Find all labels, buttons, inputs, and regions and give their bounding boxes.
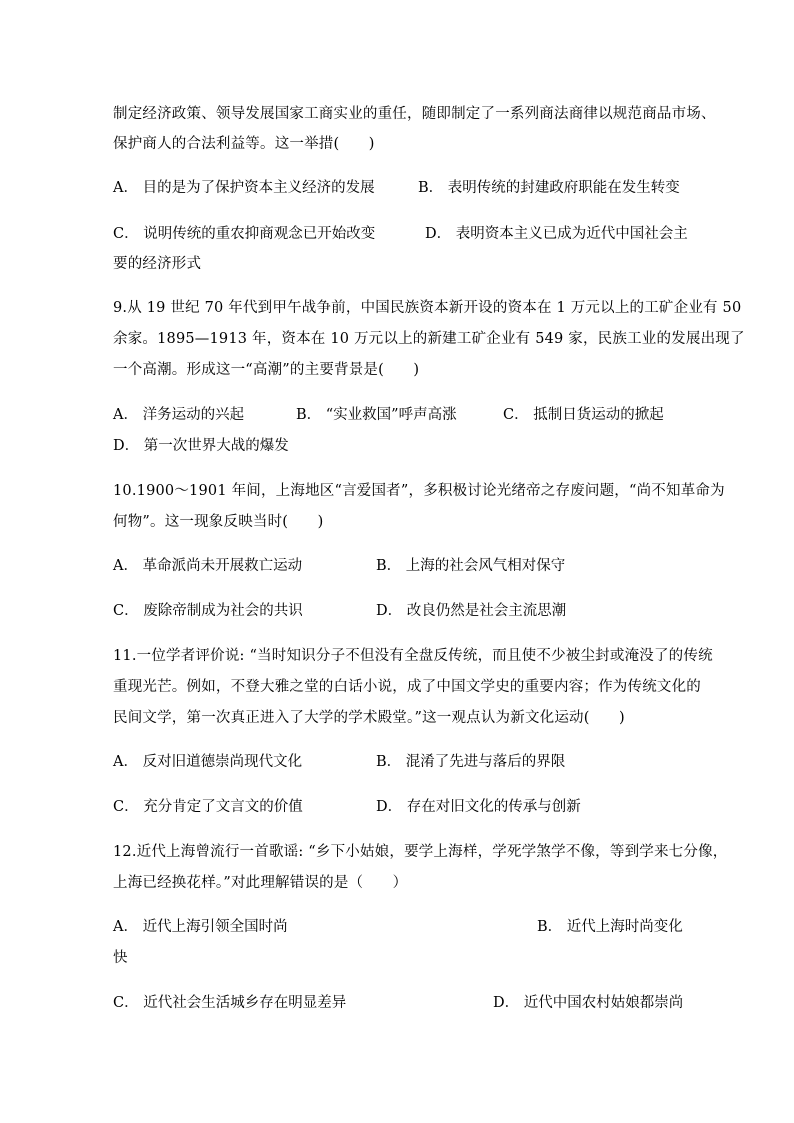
q9-stem-line-2: 余家。1895—1913 年，资本在 10 万元以上的新建工矿企业有 549 家，民族工业的发展出现了 [113, 331, 745, 347]
q10-stem-line-1: 10.1900～1901 年间，上海地区“言爱国者”，多积极讨论光绪帝之存废问题，“尚不知革命为 [113, 483, 725, 499]
q10-option-b: B． 上海的社会风气相对保守 [376, 558, 566, 574]
q8-option-d: D． 表明资本主义已成为近代中国社会主 [425, 226, 688, 242]
q11-option-d: D． 存在对旧文化的传承与创新 [376, 799, 581, 815]
q11-option-a: A． 反对旧道德崇尚现代文化 [113, 754, 303, 770]
q11-stem-line-2: 重现光芒。例如，不登大雅之堂的白话小说，成了中国文学史的重要内容；作为传统文化的 [113, 679, 701, 695]
q12-option-b: B． 近代上海时尚变化 [537, 919, 683, 935]
q10-option-d: D． 改良仍然是社会主流思潮 [376, 603, 567, 619]
q8-option-d-cont: 要的经济形式 [113, 256, 202, 272]
q9-option-b: B． “实业救国”呼声高涨 [296, 407, 457, 423]
q10-option-a: A． 革命派尚未开展救亡运动 [113, 558, 303, 574]
q12-option-c: C． 近代社会生活城乡存在明显差异 [113, 995, 347, 1011]
q8-option-b: B． 表明传统的封建政府职能在发生转变 [418, 180, 680, 196]
q8-option-c: C． 说明传统的重农抑商观念已开始改变 [113, 226, 376, 242]
q12-stem-line-1: 12.近代上海曾流行一首歌谣: “乡下小姑娘，要学上海样，学死学煞学不像，等到学来七分像， [113, 844, 728, 860]
q12-option-a: A． 近代上海引领全国时尚 [113, 919, 288, 935]
q11-stem-line-3: 民间文学，第一次真正进入了大学的学术殿堂。”这一观点认为新文化运动( ) [113, 710, 625, 726]
q10-stem-line-2: 何物”。这一现象反映当时( ) [113, 514, 324, 530]
q9-option-a: A． 洋务运动的兴起 [113, 407, 245, 423]
q12-option-d: D． 近代中国农村姑娘都崇尚 [493, 995, 684, 1011]
q11-stem-line-1: 11.一位学者评价说: “当时知识分子不但没有全盘反传统，而且使不少被尘封或淹没了的传统 [113, 648, 713, 664]
q10-option-c: C． 废除帝制成为社会的共识 [113, 603, 303, 619]
q8-stem-line-1: 制定经济政策、领导发展国家工商实业的重任，随即制定了一系列商法商律以规范商品市场、 [113, 106, 716, 122]
q11-option-b: B． 混淆了先进与落后的界限 [376, 754, 566, 770]
q9-option-c: C． 抵制日货运动的掀起 [503, 407, 664, 423]
q12-option-b-cont: 快 [113, 950, 128, 966]
q9-stem-line-3: 一个高潮。形成这一“高潮”的主要背景是( ) [113, 362, 420, 378]
q8-stem-line-2: 保护商人的合法利益等。这一举措( ) [113, 136, 375, 152]
q11-option-c: C． 充分肯定了文言文的价值 [113, 799, 303, 815]
q8-option-a: A． 目的是为了保护资本主义经济的发展 [113, 180, 375, 196]
q9-option-d: D． 第一次世界大战的爆发 [113, 438, 289, 454]
q9-stem-line-1: 9.从 19 世纪 70 年代到甲午战争前，中国民族资本新开设的资本在 1 万元以上的工矿企业有 50 [113, 300, 742, 316]
q12-stem-line-2: 上海已经换花样。”对此理解错误的是（ ） [113, 875, 408, 891]
